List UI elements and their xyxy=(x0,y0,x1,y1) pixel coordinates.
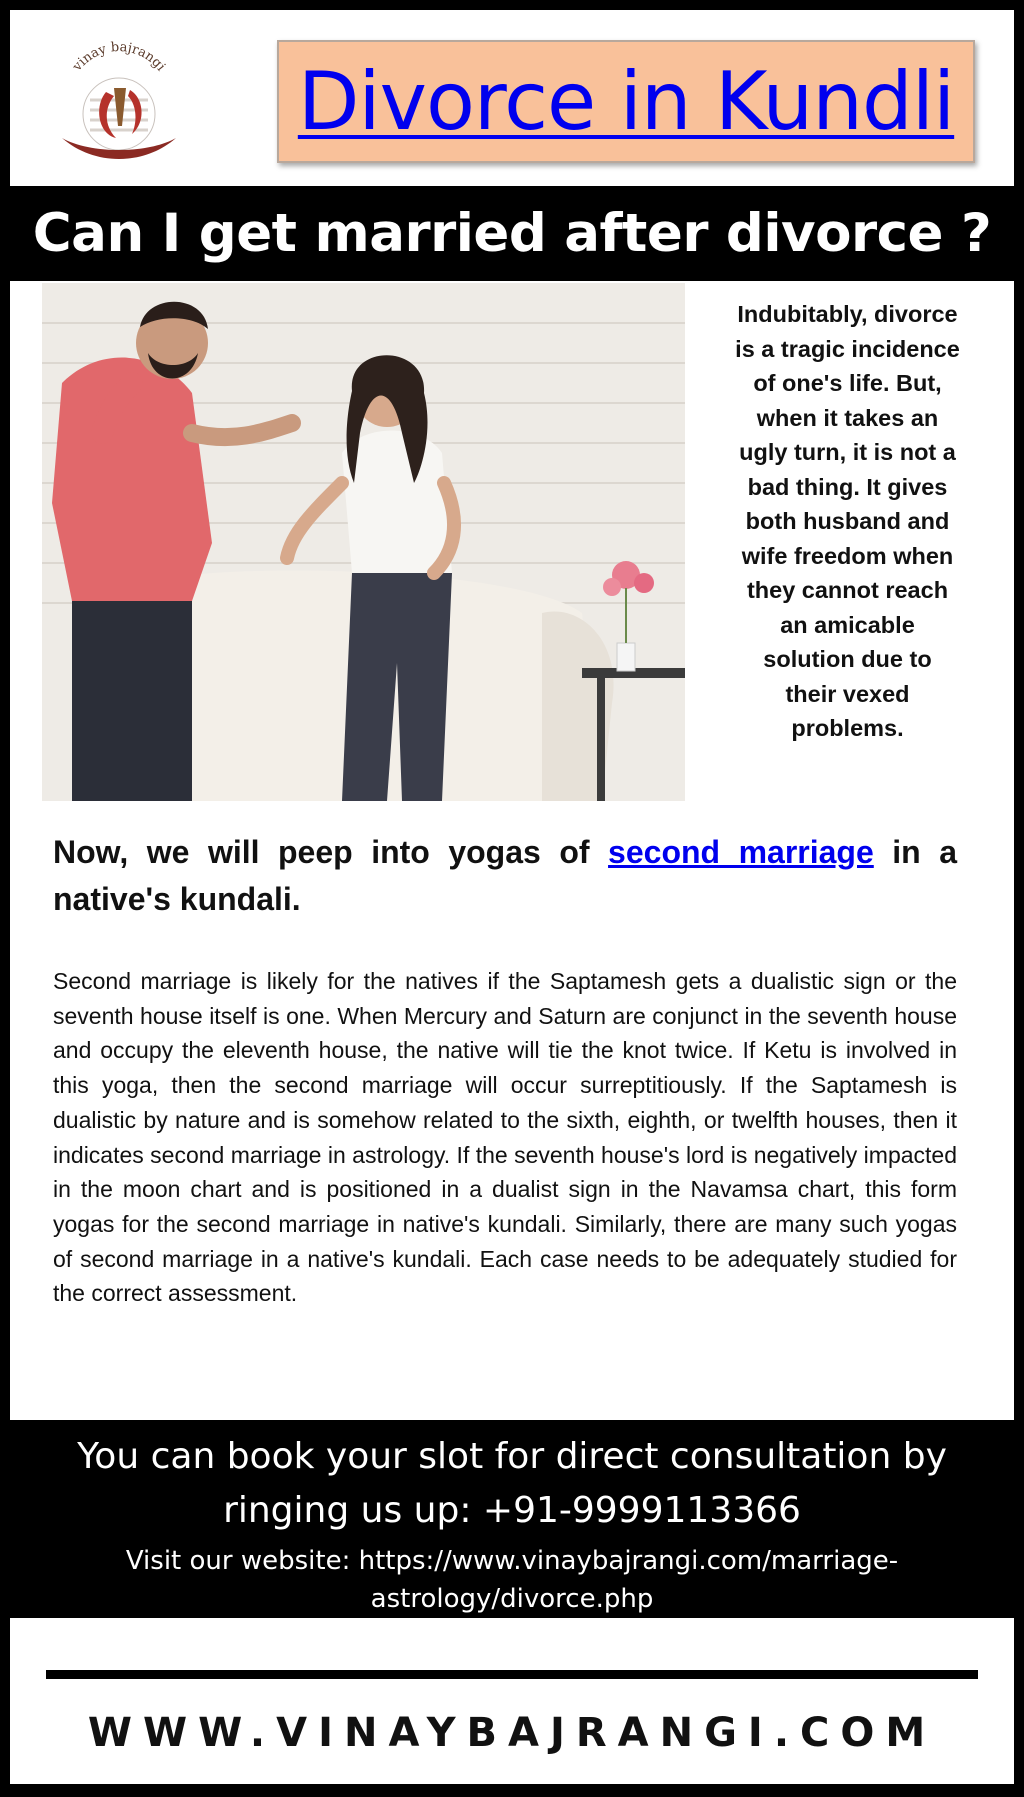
footer-website[interactable]: WWW.VINAYBAJRANGI.COM xyxy=(87,1710,937,1756)
logo-text: vinay bajrangi xyxy=(69,39,169,75)
couple-arguing-photo xyxy=(42,283,685,801)
svg-text:vinay bajrangi xyxy=(69,40,168,75)
footer-divider xyxy=(46,1670,978,1679)
intro-paragraph: Indubitably, divorce is a tragic incidence of one's life. But, when it takes an ugly turn, it is not a bad thing. It gives both husband and wife freedom when they cannot reach an amicable solution due to their vexed problems. xyxy=(735,301,960,741)
body-paragraph: Second marriage is likely for the natives if the Saptamesh gets a dualistic sign or the seventh house itself is one. When Mercury and Saturn are conjunct in the seventh house and occupy the eleventh house, the native will tie the knot twice. If Ketu is involved in this yoga, then the second marriage will occur surreptitiously. If the Saptamesh is dualistic by nature and is somehow related to the sixth, eighth, or twelfth houses, then it indicates second marriage in astrology. If the seventh house's lord is negatively impacted in the moon chart and is positioned in a dualist sign in the Navamsa chart, this form yogas for the second marriage in native's kundali. Similarly, there are many such yogas of second marriage in a native's kundali. Each case needs to be adequately studied for the correct assessment. xyxy=(53,968,958,1307)
contact-section xyxy=(0,1420,1024,1618)
page-title-link[interactable]: Divorce in Kundli xyxy=(297,55,955,148)
second-marriage-link[interactable]: second marriage xyxy=(608,834,874,870)
footer xyxy=(10,1618,1014,1784)
contact-phone-text: You can book your slot for direct consultation by ringing us up: +91-9999113366 xyxy=(77,1436,947,1531)
question-heading: Can I get married after divorce ? xyxy=(32,203,992,264)
subheading xyxy=(53,829,957,923)
header xyxy=(10,10,1014,186)
subheading-after: in a native's kundali. xyxy=(53,834,958,917)
brand-logo-icon xyxy=(44,26,194,176)
contact-website-text: Visit our website: https://www.vinaybajrangi.com/marriage-astrology/divorce.php xyxy=(125,1546,899,1614)
title-box xyxy=(277,40,975,163)
subheading-before: Now, we will peep into yogas of xyxy=(53,834,609,870)
content-panel xyxy=(10,281,1014,1420)
